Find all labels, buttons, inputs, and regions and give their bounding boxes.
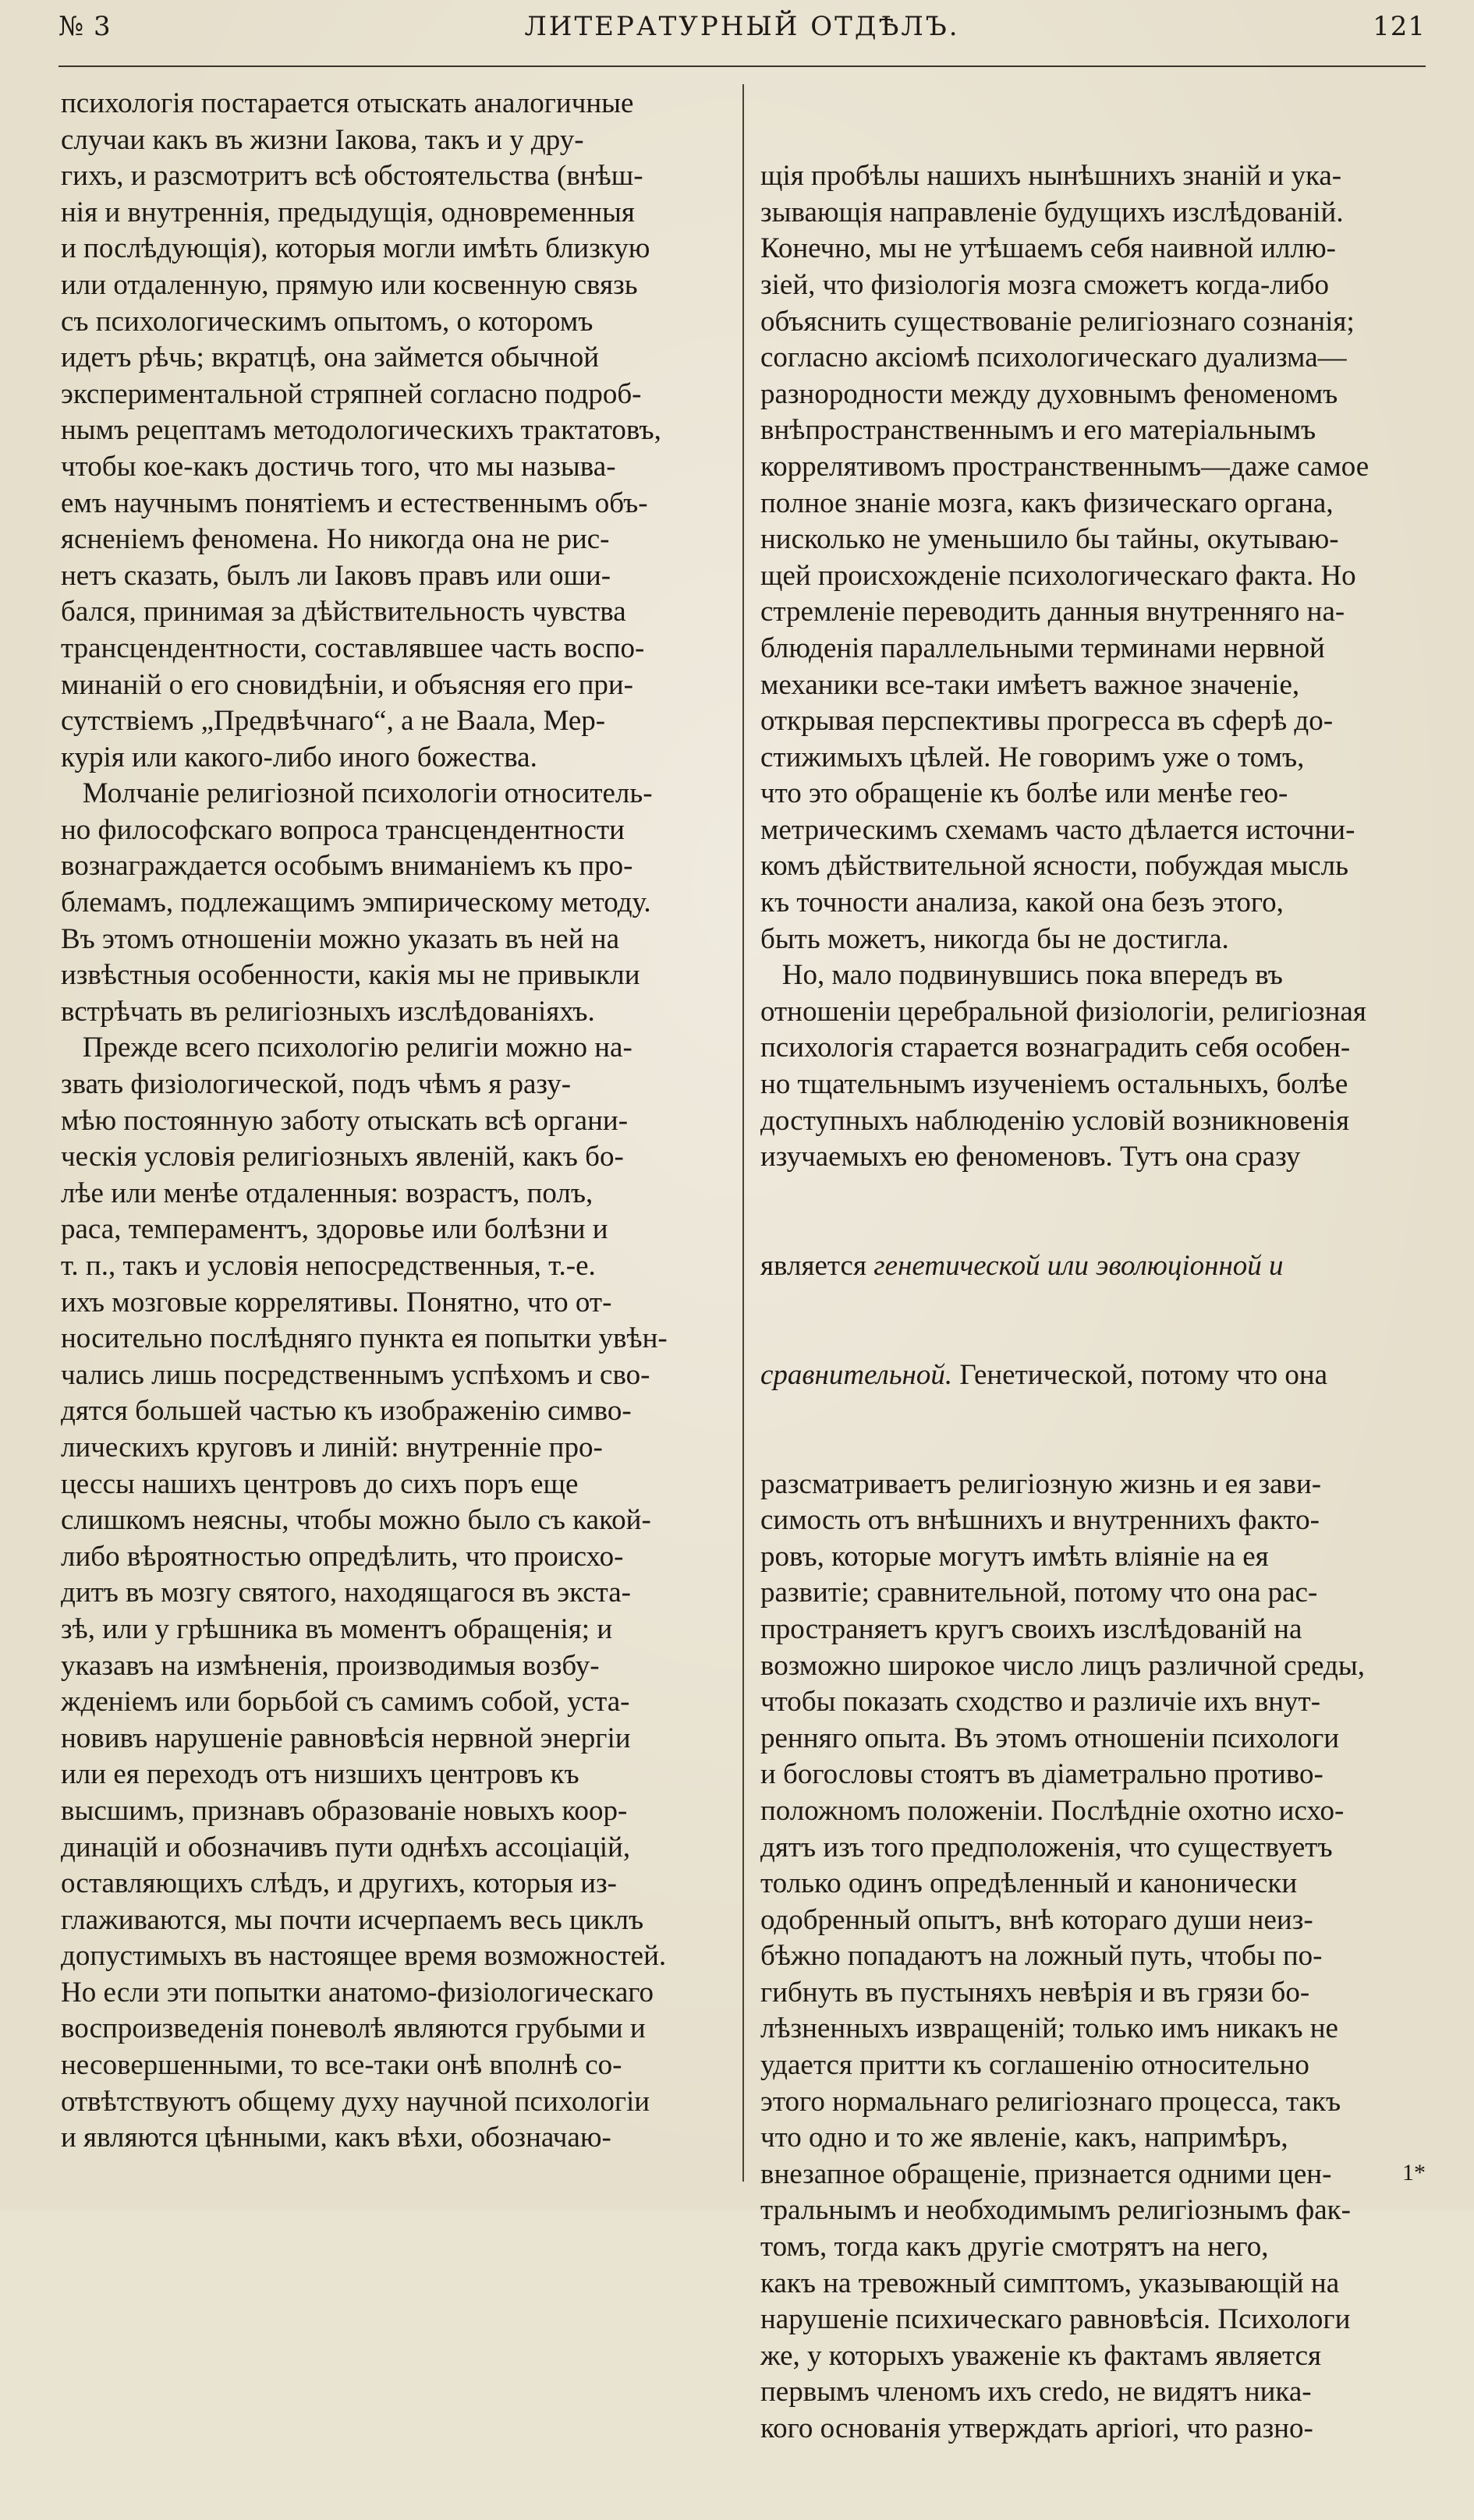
left-line: раса, темпераментъ, здоровье или болѣзни и [61, 1213, 608, 1246]
left-line: Но если эти попытки анатомо-физіологическаго [61, 1976, 654, 2009]
right-after-line: какъ на тревожный симптомъ, указывающій на [760, 2267, 1340, 2299]
right-after-line: ренняго опыта. Въ этомъ отношеніи психологи [760, 1722, 1340, 1754]
left-line: отвѣтствуютъ общему духу научной психологіи [61, 2085, 650, 2118]
left-line: но философскаго вопроса трансцендентности [61, 813, 625, 846]
left-line: блемамъ, подлежащимъ эмпирическому методу. [61, 887, 651, 919]
left-line: носительно послѣдняго пункта ея попытки увѣн- [61, 1322, 668, 1355]
right-before-line: быть можетъ, никогда бы не достигла. [760, 922, 1229, 955]
right-before-line: щей происхожденіе психологическаго факта. Но [760, 559, 1356, 592]
section-title: ЛИТЕРАТУРНЫЙ ОТДѢЛЪ. [524, 11, 960, 42]
right-before-line: объяснить существованіе религіознаго сознанія; [760, 305, 1355, 338]
right-after-line: удается притти къ соглашенію относительно [760, 2049, 1309, 2082]
left-line: и послѣдующія), которыя могли имѣть близкую [61, 232, 650, 265]
right-before-line: нисколько не уменьшило бы тайны, окутываю- [760, 523, 1339, 556]
left-line: встрѣчать въ религіозныхъ изслѣдованіяхъ. [61, 995, 595, 1028]
left-column [61, 86, 728, 2157]
right-after-line: и богословы стоятъ въ діаметрально противо- [760, 1758, 1323, 1791]
italic-line-1 [760, 1248, 1431, 1285]
left-line: воспроизведенія поневолѣ являются грубыми и [61, 2012, 646, 2045]
right-after-line: положномъ положеніи. Послѣдніе охотно исхо- [760, 1794, 1345, 1827]
left-line: минаній о его сновидѣніи, и объясняя его при- [61, 668, 634, 701]
left-line: съ психологическимъ опытомъ, о которомъ [61, 305, 593, 338]
left-line: цессы нашихъ центровъ до сихъ поръ еще [61, 1467, 579, 1500]
left-line: чались лишь посредственнымъ успѣхомъ и сво- [61, 1358, 650, 1391]
right-after-line: кого основанія утверждать apriori, что разно- [760, 2412, 1313, 2444]
italic-line-2 [760, 1357, 1431, 1394]
right-after-line: дятъ изъ того предположенія, что существуетъ [760, 1831, 1333, 1863]
left-line: чтобы кое-какъ достичь того, что мы называ- [61, 450, 616, 483]
italic-line-2-suffix: Генетической, потому что она [952, 1358, 1328, 1391]
left-line: гихъ, и разсмотритъ всѣ обстоятельства (внѣш- [61, 160, 643, 193]
left-line: нымъ рецептамъ методологическихъ трактатовъ, [61, 414, 661, 447]
column-divider [742, 84, 744, 2182]
left-line: допустимыхъ въ настоящее время возможностей. [61, 1940, 667, 1973]
right-after-line: возможно широкое число лицъ различной среды, [760, 1649, 1365, 1682]
right-before-line: доступныхъ наблюденію условій возникновенія [760, 1104, 1350, 1137]
left-line: ихъ мозговые коррелятивы. Понятно, что от- [61, 1286, 612, 1318]
right-before-line: стремленіе переводить данныя внутренняго на- [760, 596, 1345, 628]
page-number: 121 [1373, 11, 1426, 42]
left-line: экспериментальной стряпней согласно подроб- [61, 377, 642, 410]
left-line: мѣю постоянную заботу отыскать всѣ органи- [61, 1104, 629, 1137]
right-before-line: къ точности анализа, какой она безъ этого, [760, 887, 1284, 919]
left-line: высшимъ, признавъ образованіе новыхъ коор- [61, 1794, 628, 1827]
right-after-line: гибнуть въ пустыняхъ невѣрія и въ грязи бо- [760, 1976, 1310, 2009]
left-line: жденіемъ или борьбой съ самимъ собой, уста- [61, 1686, 630, 1718]
right-column [760, 86, 1431, 2520]
right-before-line: изучаемыхъ ею феноменовъ. Тутъ она сразу [760, 1141, 1301, 1173]
right-before-line: щія пробѣлы нашихъ нынѣшнихъ знаній и ука- [760, 160, 1342, 193]
left-line: емъ научнымъ понятіемъ и естественнымъ объ- [61, 487, 648, 519]
left-line: либо вѣроятностью опредѣлить, что происхо- [61, 1540, 624, 1573]
left-line: вознаграждается особымъ вниманіемъ къ про- [61, 850, 633, 883]
right-after-line: разсматриваетъ религіозную жизнь и ея зави- [760, 1467, 1322, 1500]
left-line: извѣстныя особенности, какія мы не привыкли [61, 959, 640, 992]
right-after-line: развитіе; сравнительной, потому что она рас- [760, 1577, 1318, 1609]
right-after-line: лѣзненныхъ извращеній; только имъ никакъ не [760, 2012, 1338, 2045]
right-before-line: коррелятивомъ пространственнымъ—даже самое [760, 450, 1369, 483]
left-line: ческія условія религіозныхъ явленій, какъ бо- [61, 1141, 624, 1173]
left-line: курія или какого-либо иного божества. [61, 741, 537, 773]
left-line: новивъ нарушеніе равновѣсія нервной энергіи [61, 1722, 631, 1754]
left-line: и являются цѣнными, какъ вѣхи, обозначаю- [61, 2122, 611, 2154]
right-after-line: тральнымъ и необходимымъ религіознымъ фак- [760, 2194, 1351, 2227]
right-after-line: нарушеніе психическаго равновѣсія. Психологи [760, 2303, 1351, 2336]
right-before-line: зіей, что физіологія мозга сможетъ когда-либо [760, 268, 1329, 301]
left-line: сутствіемъ „Предвѣчнаго“, а не Ваала, Мер- [61, 705, 606, 738]
right-after-line: одобренный опытъ, внѣ котораго души неиз- [760, 1903, 1313, 1936]
right-after-line: первымъ членомъ ихъ credo, не видятъ ника- [760, 2376, 1312, 2409]
issue-number: № 3 [58, 11, 112, 42]
header-rule [58, 65, 1426, 67]
left-line: случаи какъ въ жизни Іакова, такъ и у дру- [61, 123, 584, 156]
left-line: или отдаленную, прямую или косвенную связь [61, 268, 638, 301]
left-line: глаживаются, мы почти исчерпаемъ весь циклъ [61, 1903, 644, 1936]
left-line: указавъ на измѣненія, производимыя возбу- [61, 1649, 600, 1682]
right-after-line: внезапное обращеніе, признается одними цен- [760, 2157, 1332, 2190]
left-line: психологія постарается отыскать аналогичные [61, 87, 634, 119]
left-line: или ея переходъ отъ низшихъ центровъ къ [61, 1758, 579, 1791]
left-line: оставляющихъ слѣдъ, и другихъ, которыя из- [61, 1867, 617, 1900]
left-line: идетъ рѣчь; вкратцѣ, она займется обычной [61, 342, 600, 374]
left-line: нія и внутреннія, предыдущія, одновременныя [61, 196, 635, 228]
left-line: бался, принимая за дѣйствительность чувства [61, 596, 626, 628]
left-line: ясненіемъ феномена. Но никогда она не рис- [61, 523, 610, 556]
left-line: дятся большей частью къ изображенію симво- [61, 1395, 632, 1428]
right-before-line: что это обращеніе къ болѣе или менѣе гео- [760, 777, 1288, 810]
left-line: дитъ въ мозгу святого, находящагося въ экста- [61, 1577, 631, 1609]
right-after-line: же, у которыхъ уваженіе къ фактамъ является [760, 2339, 1322, 2372]
right-after-line: только одинъ опредѣленный и канонически [760, 1867, 1298, 1900]
right-before-line: но тщательнымъ изученіемъ остальныхъ, болѣе [760, 1068, 1348, 1101]
italic-line-1-emphasis: генетической или эволюціонной и [873, 1250, 1284, 1282]
right-before-line: согласно аксіомѣ психологическаго дуализма— [760, 342, 1347, 374]
left-line: слишкомъ неясны, чтобы можно было съ какой- [61, 1504, 651, 1537]
right-before-line: полное знаніе мозга, какъ физическаго органа, [760, 487, 1334, 519]
right-after-line: пространяетъ кругъ своихъ изслѣдованій на [760, 1612, 1302, 1645]
right-before-line: блюденія параллельными терминами нервной [760, 632, 1325, 664]
right-before-line: открывая перспективы прогресса въ сферѣ до- [760, 705, 1334, 738]
right-before-line: механики все-таки имѣетъ важное значеніе, [760, 668, 1300, 701]
right-after-line: ровъ, которые могутъ имѣть вліяніе на ея [760, 1540, 1269, 1573]
right-after-line: чтобы показать сходство и различіе ихъ внут- [760, 1686, 1321, 1718]
right-before-line: комъ дѣйствительной ясности, побуждая мысль [760, 850, 1348, 883]
left-line: трансцендентности, составлявшее часть воспо- [61, 632, 645, 664]
right-before-line: отношеніи церебральной физіологіи, религіозная [760, 995, 1366, 1028]
left-line: динацій и обозначивъ пути однѣхъ ассоціацій, [61, 1831, 631, 1863]
signature-mark: 1* [1402, 2160, 1426, 2186]
right-before-line: разнородности между духовнымъ феноменомъ [760, 377, 1338, 410]
left-line: звать физіологической, подъ чѣмъ я разу- [61, 1068, 572, 1101]
right-before-line: метрическимъ схемамъ часто дѣлается источни- [760, 813, 1355, 846]
right-before-line: внѣпространственнымъ и его матеріальнымъ [760, 414, 1316, 447]
right-before-line: зывающія направленіе будущихъ изслѣдованій. [760, 196, 1344, 228]
right-before-line: стижимыхъ цѣлей. Не говоримъ уже о томъ, [760, 741, 1305, 773]
left-line: лическихъ круговъ и линій: внутренніе про- [61, 1431, 603, 1464]
left-line: т. п., такъ и условія непосредственныя, т.-е. [61, 1250, 596, 1282]
italic-line-1-prefix: является [760, 1250, 874, 1282]
right-before-line: психологія старается вознаградить себя особен- [760, 1032, 1351, 1064]
right-after-line: симость отъ внѣшнихъ и внутреннихъ факто- [760, 1504, 1320, 1537]
right-before-line: Конечно, мы не утѣшаемъ себя наивной иллю- [760, 232, 1336, 265]
left-line: Прежде всего психологію религіи можно на- [61, 1032, 632, 1064]
italic-line-2-emphasis: сравнительной. [760, 1358, 953, 1391]
right-before-line: Но, мало подвинувшись пока впередъ въ [760, 959, 1283, 992]
left-line: Молчаніе религіозной психологіи относитель- [61, 777, 653, 810]
left-line: нетъ сказать, былъ ли Іаковъ правъ или оши- [61, 559, 611, 592]
page-header [58, 6, 1426, 53]
left-line: несовершенными, то все-таки онѣ вполнѣ со- [61, 2049, 622, 2082]
right-after-line: что одно и то же явленіе, какъ, напримѣръ, [760, 2122, 1288, 2154]
left-line: Въ этомъ отношеніи можно указать въ ней на [61, 922, 619, 955]
left-line: зѣ, или у грѣшника въ моментъ обращенія; и [61, 1612, 613, 1645]
right-after-line: бѣжно попадаютъ на ложный путь, чтобы по- [760, 1940, 1323, 1973]
right-after-line: томъ, тогда какъ другіе смотрятъ на него, [760, 2231, 1269, 2263]
left-line: лѣе или менѣе отдаленныя: возрастъ, полъ, [61, 1177, 593, 1209]
right-after-line: этого нормальнаго религіознаго процесса, такъ [760, 2085, 1341, 2118]
